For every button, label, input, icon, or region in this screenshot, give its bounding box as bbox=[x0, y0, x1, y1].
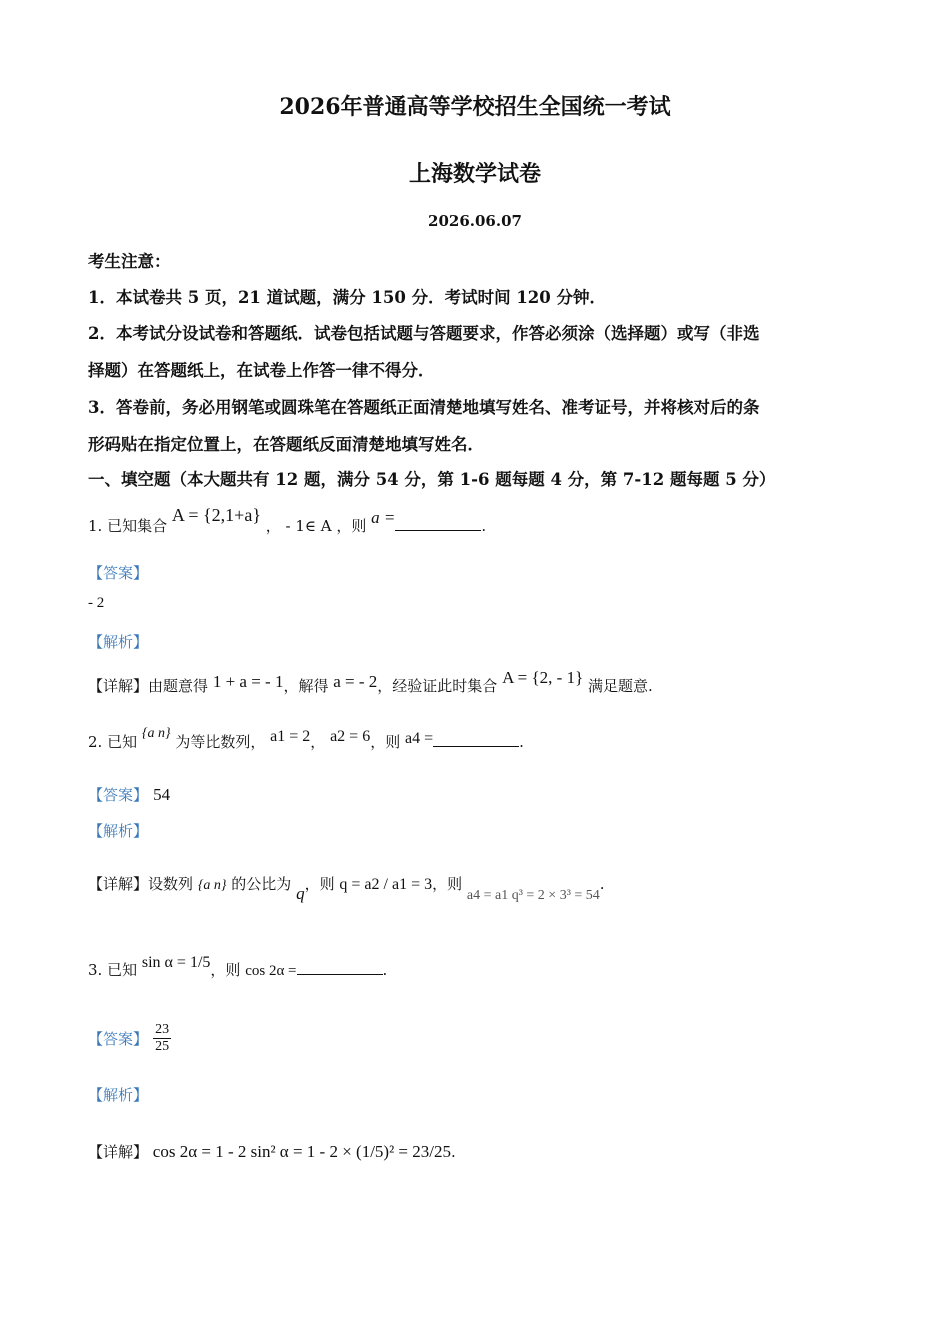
notice-item-2-line-2: 择题）在答题纸上，在试卷上作答一律不得分． bbox=[88, 361, 435, 380]
q3-answer-label: 【答案】 bbox=[88, 1030, 149, 1048]
notice-item-1: 1．本试卷共 5 页，21 道试题，满分 150 分．考试时间 120 分钟． bbox=[88, 288, 607, 307]
q3-answer: $\frac{23}{25}$ bbox=[155, 1022, 170, 1054]
q3-detail: 【详解】 cos 2α = 1 - 2 sin² α = 1 - 2 × (1/5)² = 23/25. bbox=[88, 1142, 456, 1161]
q1-set: A = {2,1+a} bbox=[171, 505, 261, 525]
exam-title: 2026年普通高等学校招生全国统一考试 bbox=[279, 94, 671, 120]
q3-answer-blank bbox=[297, 960, 383, 975]
q2-answer-blank bbox=[433, 732, 519, 747]
section-1-heading: 一、填空题（本大题共有 12 题，满分 54 分，第 1-6 题每题 4 分，第 7-12 题每题 5 分） bbox=[88, 470, 776, 489]
notice-item-2-line-1: 2．本考试分设试卷和答题纸．试卷包括试题与答题要求，作答必须涂（选择题）或写（非选 bbox=[88, 324, 760, 343]
question-1: 1. 已知集合 A = {2,1+a} ， - 1∈ A ，则 a = . bbox=[88, 505, 487, 535]
q1-condition: ， - 1∈ A ，则 bbox=[265, 517, 367, 535]
notice-item-3-line-2: 形码贴在指定位置上，在答题纸反面清楚地填写姓名． bbox=[88, 435, 484, 454]
q1-answer: - 2 bbox=[88, 595, 105, 611]
q2-sequence: {a n} bbox=[141, 726, 171, 741]
q2-answer-row bbox=[88, 784, 170, 805]
q3-given: sin α = 1/5 bbox=[141, 954, 211, 971]
q1-answer-label: 【答案】 bbox=[88, 564, 149, 582]
q3-answer-row bbox=[88, 1022, 171, 1055]
question-2: 2. 已知 {a n} 为等比数列， a1 = 2， a2 = 6，则 a4 = . bbox=[88, 726, 524, 751]
q2-answer: 54 bbox=[153, 785, 171, 804]
exam-subtitle: 上海数学试卷 bbox=[408, 161, 541, 187]
q2-analysis-label: 【解析】 bbox=[88, 822, 149, 840]
q1-analysis-label: 【解析】 bbox=[88, 633, 149, 651]
notice-item-3-line-1: 3．答卷前，务必用钢笔或圆珠笔在答题纸正面清楚地填写姓名、准考证号，并将核对后的条 bbox=[88, 398, 760, 417]
q1-answer-blank bbox=[395, 516, 481, 531]
q2-answer-label: 【答案】 bbox=[88, 786, 149, 804]
q1-variable: a = bbox=[371, 508, 396, 527]
question-3: 3. 已知 sin α = 1/5，则 cos 2α = . bbox=[88, 954, 388, 979]
exam-date: 2026.06.07 bbox=[428, 212, 522, 230]
q1-detail: 【详解】由题意得 1 + a = - 1，解得 a = - 2，经验证此时集合 A = {2, - 1} 满足题意. bbox=[88, 668, 653, 695]
q2-detail: 【详解】设数列 {a n} 的公比为 q，则 q = a2 / a1 = 3，则 a4 = a1 q³ = 2 × 3³ = 54. bbox=[88, 875, 605, 903]
q1-prefix: 1. 已知集合 bbox=[88, 517, 168, 535]
q3-analysis-label: 【解析】 bbox=[88, 1086, 149, 1104]
notice-heading: 考生注意： bbox=[88, 252, 171, 271]
